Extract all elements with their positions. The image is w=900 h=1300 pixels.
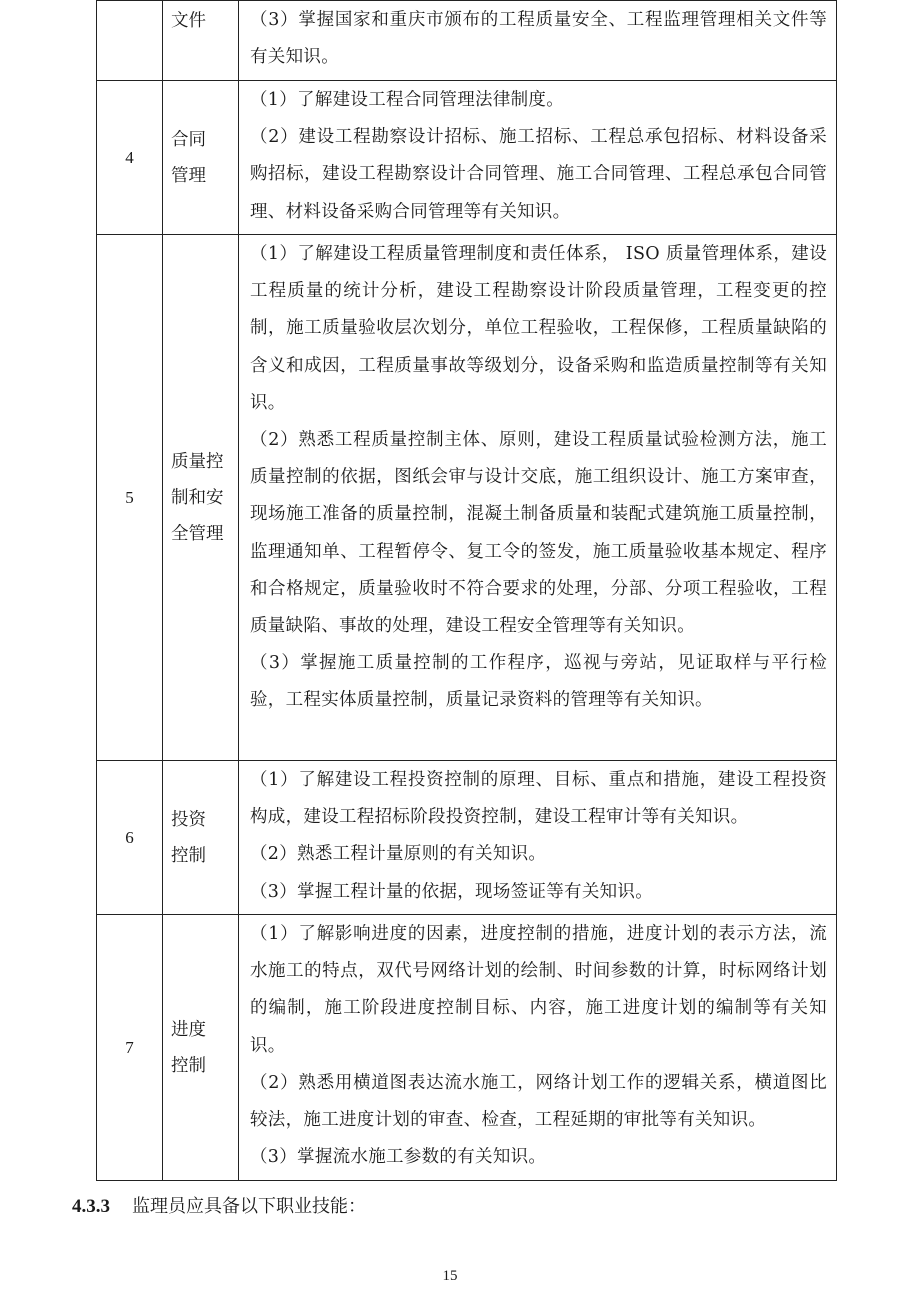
table-row (97, 915, 837, 1181)
module-name-line: 控制 (171, 1055, 206, 1076)
content-item: （1）了解影响进度的因素，进度控制的措施，进度计划的表示方法，流水施工的特点，双代号网络计划的绘制、时间参数的计算，时标网络计划的编制，施工阶段进度控制目标、内容，施工进度计划的编制等有关知识。 (250, 924, 827, 1056)
knowledge-requirements-table (96, 0, 837, 1181)
module-name-line: 进度 (171, 1019, 206, 1040)
module-name-line: 质量控 (171, 451, 224, 472)
table-row (97, 761, 837, 915)
module-name-cell (163, 1, 239, 81)
module-name-line: 管理 (171, 165, 206, 186)
page-number: 15 (442, 1268, 458, 1284)
table-row (97, 235, 837, 761)
module-name-line: 文件 (171, 11, 206, 31)
row-number-cell: 5 (97, 235, 163, 761)
content-item: （2）建设工程勘察设计招标、施工招标、工程总承包招标、材料设备采购招标，建设工程勘察设计合同管理、施工合同管理、工程总承包合同管理、材料设备采购合同管理等有关知识。 (250, 127, 827, 222)
content-item: （1）了解建设工程合同管理法律制度。 (250, 90, 565, 110)
content-item: （3）掌握工程计量的依据，现场签证等有关知识。 (250, 881, 654, 902)
content-item: （2）熟悉用横道图表达流水施工，网络计划工作的逻辑关系，横道图比较法，施工进度计划的审查、检查，工程延期的审批等有关知识。 (250, 1072, 827, 1131)
content-item: （3）掌握国家和重庆市颁布的工程质量安全、工程监理管理相关文件等有关知识。 (250, 10, 827, 68)
content-cell (239, 81, 837, 235)
content-item: （3）掌握施工质量控制的工作程序，巡视与旁站，见证取样与平行检验，工程实体质量控制，质量记录资料的管理等有关知识。 (250, 653, 827, 711)
content-cell (239, 915, 837, 1181)
module-name-line: 控制 (171, 845, 206, 866)
content-item: （2）熟悉工程计量原则的有关知识。 (250, 844, 547, 865)
row-number-cell: 6 (97, 761, 163, 915)
module-name-line: 全管理 (171, 523, 224, 544)
module-name-cell (163, 81, 239, 235)
module-name-cell (163, 915, 239, 1181)
content-item: （3）掌握流水施工参数的有关知识。 (250, 1147, 547, 1168)
content-item: （1）了解建设工程投资控制的原理、目标、重点和措施，建设工程投资构成，建设工程招标阶段投资控制，建设工程审计等有关知识。 (250, 770, 827, 828)
module-name-line: 投资 (171, 809, 206, 830)
section-number: 4.3.3 (72, 1196, 110, 1217)
content-cell (239, 1, 837, 81)
module-name-line: 合同 (171, 129, 206, 150)
row-number-cell: 7 (97, 915, 163, 1181)
module-name-line: 制和安 (171, 487, 224, 508)
section-title: 监理员应具备以下职业技能： (132, 1196, 366, 1217)
section-heading (72, 1192, 366, 1218)
content-item: （2）熟悉工程质量控制主体、原则，建设工程质量试验检测方法，施工质量控制的依据，图纸会审与设计交底，施工组织设计、施工方案审查，现场施工准备的质量控制，混凝土制备质量和装配式建筑施工质量控制，监理通知单、工程暂停令、复工令的签发，施工质量验收基本规定、程序和合格规定，质量验收时不符合要求的处理，分部、分项工程验收，工程质量缺陷、事故的处理，建设工程安全管理等有关知识。 (250, 430, 827, 637)
table-row (97, 1, 837, 81)
row-number-cell: 4 (97, 81, 163, 235)
table-row (97, 81, 837, 235)
content-item: （1）了解建设工程质量管理制度和责任体系， ISO 质量管理体系，建设工程质量的统计分析，建设工程勘察设计阶段质量管理，工程变更的控制，施工质量验收层次划分，单位工程验收，工程保修，工程质量缺陷的含义和成因，工程质量事故等级划分，设备采购和监造质量控制等有关知识。 (250, 244, 827, 413)
content-cell (239, 235, 837, 761)
row-number-cell (97, 1, 163, 81)
module-name-cell (163, 235, 239, 761)
module-name-cell (163, 761, 239, 915)
content-cell (239, 761, 837, 915)
